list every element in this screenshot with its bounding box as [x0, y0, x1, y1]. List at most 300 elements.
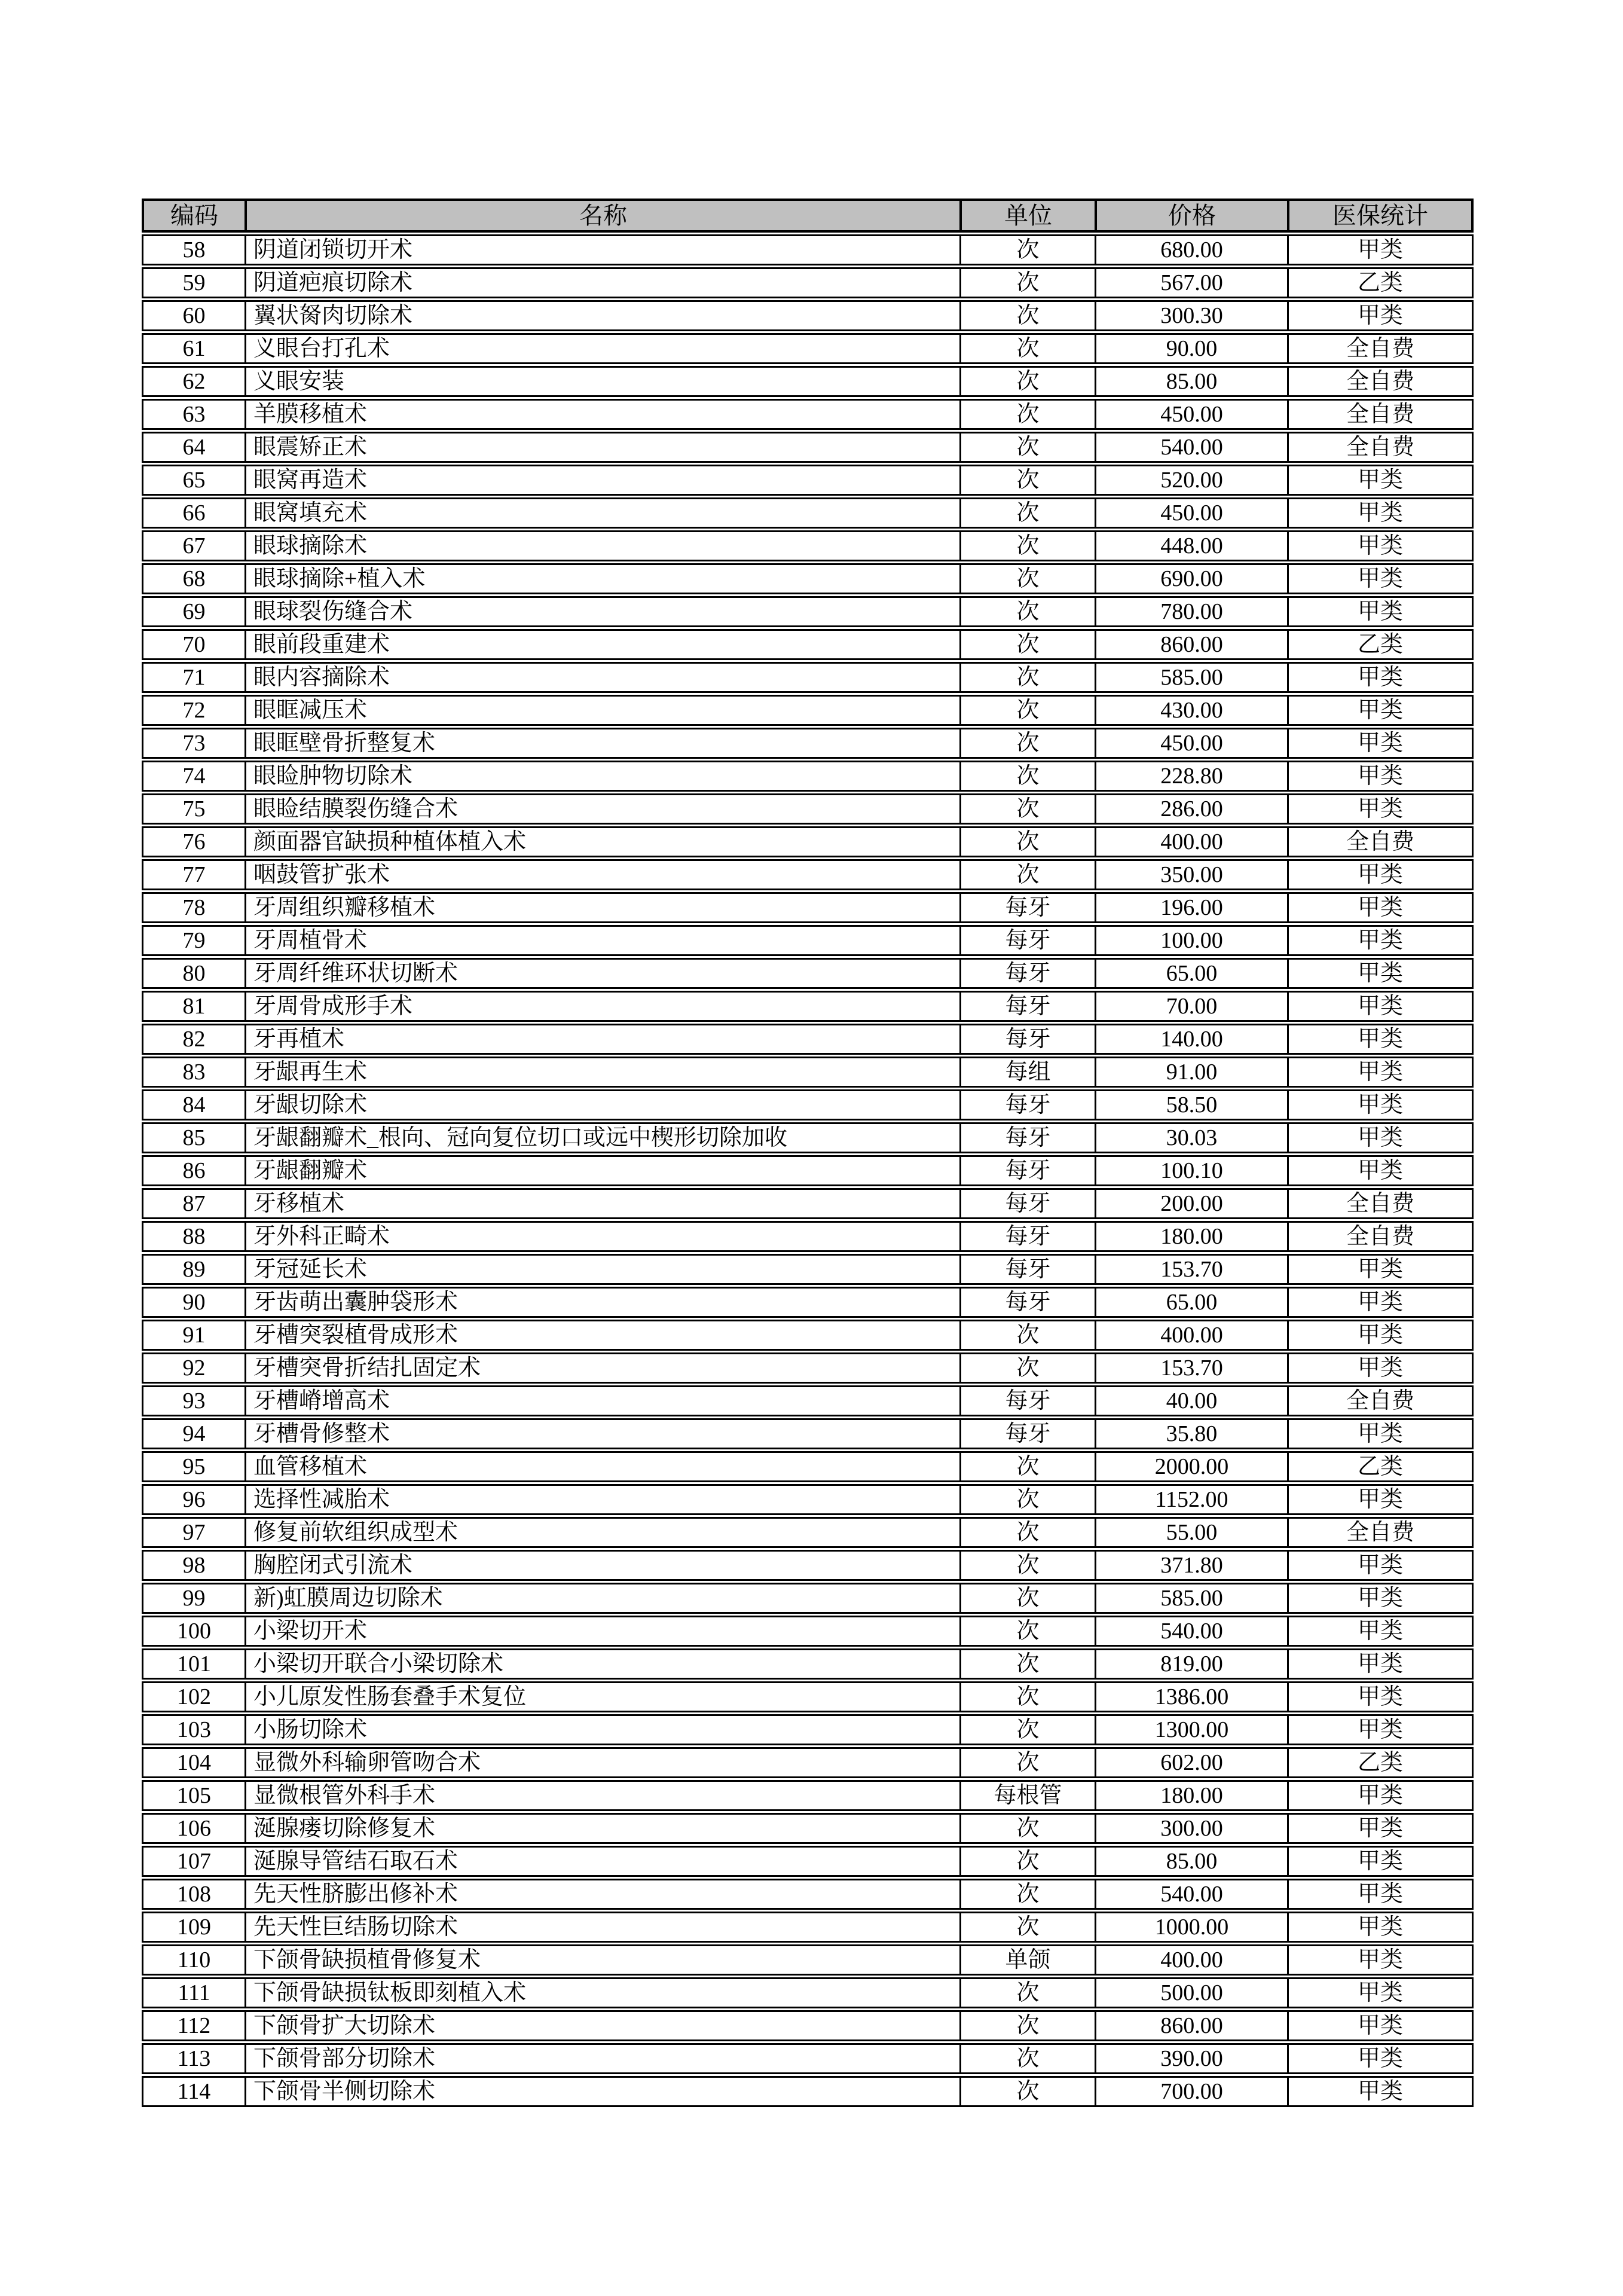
table-row [142, 1681, 1474, 1712]
cell-insurance: 甲类 [1287, 892, 1474, 923]
table-row [142, 1024, 1474, 1055]
cell-name: 颜面器官缺损种植体植入术 [244, 826, 959, 857]
cell-name: 牙齿萌出囊肿袋形术 [244, 1287, 959, 1318]
table-row [142, 2010, 1474, 2041]
cell-insurance: 甲类 [1287, 859, 1474, 890]
cell-code: 112 [142, 2010, 244, 2041]
cell-name: 牙槽骨修整术 [244, 1418, 959, 1449]
cell-name: 下颌骨扩大切除术 [244, 2010, 959, 2041]
cell-insurance: 甲类 [1287, 1418, 1474, 1449]
table-row [142, 991, 1474, 1022]
cell-unit: 次 [959, 1813, 1095, 1844]
cell-code: 85 [142, 1122, 244, 1153]
cell-code: 91 [142, 1320, 244, 1351]
table-row [142, 1944, 1474, 1976]
table-row [142, 1122, 1474, 1153]
cell-insurance: 甲类 [1287, 1813, 1474, 1844]
table-row [142, 1418, 1474, 1449]
cell-unit: 次 [959, 1648, 1095, 1680]
cell-price: 153.70 [1095, 1254, 1287, 1285]
cell-unit: 次 [959, 1320, 1095, 1351]
cell-price: 70.00 [1095, 991, 1287, 1022]
cell-insurance: 甲类 [1287, 1155, 1474, 1186]
cell-unit: 每牙 [959, 892, 1095, 923]
cell-code: 86 [142, 1155, 244, 1186]
table-row [142, 1254, 1474, 1285]
cell-code: 104 [142, 1747, 244, 1778]
cell-code: 98 [142, 1550, 244, 1581]
cell-insurance: 甲类 [1287, 1681, 1474, 1712]
table-row [142, 1648, 1474, 1680]
cell-name: 新)虹膜周边切除术 [244, 1583, 959, 1614]
cell-name: 眼球摘除+植入术 [244, 563, 959, 594]
header-price: 价格 [1095, 199, 1287, 233]
cell-insurance: 甲类 [1287, 530, 1474, 561]
table-row [142, 1813, 1474, 1844]
cell-code: 60 [142, 300, 244, 331]
cell-unit: 次 [959, 1517, 1095, 1548]
cell-price: 450.00 [1095, 497, 1287, 529]
cell-unit: 每牙 [959, 1221, 1095, 1252]
table-row [142, 432, 1474, 463]
cell-name: 羊膜移植术 [244, 399, 959, 430]
cell-code: 75 [142, 793, 244, 825]
cell-unit: 次 [959, 1912, 1095, 1943]
cell-price: 228.80 [1095, 761, 1287, 792]
cell-insurance: 乙类 [1287, 267, 1474, 298]
cell-name: 义眼台打孔术 [244, 333, 959, 364]
cell-name: 下颌骨部分切除术 [244, 2043, 959, 2074]
cell-code: 100 [142, 1616, 244, 1647]
cell-price: 300.00 [1095, 1813, 1287, 1844]
cell-unit: 每牙 [959, 925, 1095, 956]
cell-name: 阴道闭锁切开术 [244, 234, 959, 265]
cell-name: 胸腔闭式引流术 [244, 1550, 959, 1581]
cell-unit: 次 [959, 234, 1095, 265]
cell-name: 下颌骨缺损植骨修复术 [244, 1944, 959, 1976]
cell-unit: 次 [959, 267, 1095, 298]
cell-price: 180.00 [1095, 1780, 1287, 1811]
cell-name: 牙龈切除术 [244, 1089, 959, 1120]
cell-code: 69 [142, 596, 244, 627]
table-row [142, 1385, 1474, 1416]
header-insurance: 医保统计 [1287, 199, 1474, 233]
cell-name: 牙移植术 [244, 1188, 959, 1219]
cell-code: 95 [142, 1451, 244, 1482]
cell-name: 阴道疤痕切除术 [244, 267, 959, 298]
cell-code: 84 [142, 1089, 244, 1120]
cell-name: 牙周纤维环状切断术 [244, 958, 959, 989]
cell-price: 200.00 [1095, 1188, 1287, 1219]
cell-insurance: 甲类 [1287, 1912, 1474, 1943]
cell-unit: 次 [959, 1879, 1095, 1910]
cell-unit: 次 [959, 432, 1095, 463]
cell-unit: 每牙 [959, 1155, 1095, 1186]
cell-price: 58.50 [1095, 1089, 1287, 1120]
cell-name: 眼眶壁骨折整复术 [244, 728, 959, 759]
cell-name: 牙龈再生术 [244, 1057, 959, 1088]
cell-insurance: 全自费 [1287, 333, 1474, 364]
cell-name: 眼窝填充术 [244, 497, 959, 529]
table-row [142, 2076, 1474, 2107]
cell-name: 显微外科输卵管吻合术 [244, 1747, 959, 1778]
cell-code: 68 [142, 563, 244, 594]
cell-insurance: 甲类 [1287, 1287, 1474, 1318]
cell-name: 义眼安装 [244, 366, 959, 397]
cell-unit: 次 [959, 366, 1095, 397]
cell-unit: 次 [959, 1681, 1095, 1712]
cell-code: 79 [142, 925, 244, 956]
cell-insurance: 全自费 [1287, 399, 1474, 430]
cell-name: 小梁切开术 [244, 1616, 959, 1647]
table-row [142, 629, 1474, 660]
cell-name: 牙槽突骨折结扎固定术 [244, 1352, 959, 1384]
cell-code: 65 [142, 465, 244, 496]
cell-code: 67 [142, 530, 244, 561]
table-row [142, 2043, 1474, 2074]
cell-price: 180.00 [1095, 1221, 1287, 1252]
cell-price: 196.00 [1095, 892, 1287, 923]
cell-name: 牙周组织瓣移植术 [244, 892, 959, 923]
cell-unit: 次 [959, 530, 1095, 561]
cell-unit: 次 [959, 1451, 1095, 1482]
cell-price: 680.00 [1095, 234, 1287, 265]
cell-code: 72 [142, 695, 244, 726]
cell-code: 74 [142, 761, 244, 792]
cell-insurance: 甲类 [1287, 2043, 1474, 2074]
cell-code: 113 [142, 2043, 244, 2074]
cell-name: 血管移植术 [244, 1451, 959, 1482]
cell-insurance: 甲类 [1287, 925, 1474, 956]
cell-name: 牙外科正畸术 [244, 1221, 959, 1252]
table-row [142, 1221, 1474, 1252]
cell-code: 80 [142, 958, 244, 989]
cell-unit: 次 [959, 1352, 1095, 1384]
cell-unit: 每根管 [959, 1780, 1095, 1811]
cell-insurance: 甲类 [1287, 1057, 1474, 1088]
cell-code: 73 [142, 728, 244, 759]
cell-name: 牙龈翻瓣术 [244, 1155, 959, 1186]
cell-code: 83 [142, 1057, 244, 1088]
cell-insurance: 甲类 [1287, 234, 1474, 265]
cell-price: 819.00 [1095, 1648, 1287, 1680]
cell-price: 65.00 [1095, 958, 1287, 989]
cell-unit: 每牙 [959, 1418, 1095, 1449]
cell-name: 牙再植术 [244, 1024, 959, 1055]
cell-name: 牙槽突裂植骨成形术 [244, 1320, 959, 1351]
cell-unit: 每牙 [959, 1024, 1095, 1055]
cell-unit: 次 [959, 563, 1095, 594]
table-row [142, 1517, 1474, 1548]
table-row [142, 1352, 1474, 1384]
table-row [142, 793, 1474, 825]
cell-price: 85.00 [1095, 366, 1287, 397]
cell-price: 140.00 [1095, 1024, 1287, 1055]
cell-price: 90.00 [1095, 333, 1287, 364]
cell-insurance: 甲类 [1287, 465, 1474, 496]
cell-price: 780.00 [1095, 596, 1287, 627]
cell-insurance: 乙类 [1287, 629, 1474, 660]
cell-code: 99 [142, 1583, 244, 1614]
cell-insurance: 甲类 [1287, 1944, 1474, 1976]
cell-code: 114 [142, 2076, 244, 2107]
cell-price: 602.00 [1095, 1747, 1287, 1778]
cell-unit: 次 [959, 2010, 1095, 2041]
header-unit: 单位 [959, 199, 1095, 233]
cell-insurance: 甲类 [1287, 596, 1474, 627]
table-row [142, 596, 1474, 627]
cell-price: 500.00 [1095, 1977, 1287, 2008]
cell-unit: 次 [959, 2043, 1095, 2074]
cell-price: 400.00 [1095, 1944, 1287, 1976]
cell-insurance: 甲类 [1287, 793, 1474, 825]
table-row [142, 1089, 1474, 1120]
cell-code: 94 [142, 1418, 244, 1449]
cell-name: 先天性巨结肠切除术 [244, 1912, 959, 1943]
cell-code: 96 [142, 1484, 244, 1515]
cell-unit: 每牙 [959, 1254, 1095, 1285]
cell-name: 下颌骨半侧切除术 [244, 2076, 959, 2107]
cell-price: 690.00 [1095, 563, 1287, 594]
cell-price: 540.00 [1095, 1879, 1287, 1910]
cell-price: 1300.00 [1095, 1714, 1287, 1745]
cell-code: 103 [142, 1714, 244, 1745]
cell-name: 眼震矫正术 [244, 432, 959, 463]
cell-price: 700.00 [1095, 2076, 1287, 2107]
table-row [142, 366, 1474, 397]
table-row [142, 761, 1474, 792]
cell-unit: 次 [959, 728, 1095, 759]
cell-code: 108 [142, 1879, 244, 1910]
cell-insurance: 全自费 [1287, 366, 1474, 397]
cell-unit: 次 [959, 662, 1095, 693]
table-row [142, 1714, 1474, 1745]
cell-insurance: 甲类 [1287, 1254, 1474, 1285]
cell-code: 110 [142, 1944, 244, 1976]
table-row [142, 1188, 1474, 1219]
cell-unit: 每牙 [959, 958, 1095, 989]
cell-insurance: 甲类 [1287, 662, 1474, 693]
table-row [142, 333, 1474, 364]
cell-price: 91.00 [1095, 1057, 1287, 1088]
cell-price: 1152.00 [1095, 1484, 1287, 1515]
cell-code: 63 [142, 399, 244, 430]
cell-name: 牙冠延长术 [244, 1254, 959, 1285]
cell-code: 71 [142, 662, 244, 693]
cell-name: 眼内容摘除术 [244, 662, 959, 693]
cell-price: 85.00 [1095, 1846, 1287, 1877]
cell-name: 修复前软组织成型术 [244, 1517, 959, 1548]
table-row [142, 728, 1474, 759]
cell-insurance: 甲类 [1287, 1714, 1474, 1745]
cell-insurance: 甲类 [1287, 958, 1474, 989]
cell-code: 82 [142, 1024, 244, 1055]
cell-code: 78 [142, 892, 244, 923]
cell-price: 40.00 [1095, 1385, 1287, 1416]
cell-insurance: 甲类 [1287, 1352, 1474, 1384]
cell-code: 87 [142, 1188, 244, 1219]
cell-price: 860.00 [1095, 629, 1287, 660]
cell-price: 860.00 [1095, 2010, 1287, 2041]
cell-unit: 次 [959, 826, 1095, 857]
cell-code: 90 [142, 1287, 244, 1318]
cell-code: 88 [142, 1221, 244, 1252]
cell-insurance: 甲类 [1287, 728, 1474, 759]
cell-insurance: 全自费 [1287, 826, 1474, 857]
cell-unit: 每牙 [959, 1089, 1095, 1120]
cell-insurance: 全自费 [1287, 1221, 1474, 1252]
table-row [142, 695, 1474, 726]
cell-price: 350.00 [1095, 859, 1287, 890]
cell-name: 先天性脐膨出修补术 [244, 1879, 959, 1910]
cell-unit: 单颌 [959, 1944, 1095, 1976]
cell-insurance: 全自费 [1287, 1385, 1474, 1416]
cell-insurance: 甲类 [1287, 1024, 1474, 1055]
cell-unit: 次 [959, 629, 1095, 660]
cell-price: 567.00 [1095, 267, 1287, 298]
cell-unit: 次 [959, 695, 1095, 726]
cell-code: 76 [142, 826, 244, 857]
cell-insurance: 全自费 [1287, 1188, 1474, 1219]
cell-unit: 每组 [959, 1057, 1095, 1088]
cell-code: 59 [142, 267, 244, 298]
cell-unit: 次 [959, 399, 1095, 430]
cell-unit: 每牙 [959, 991, 1095, 1022]
table-row [142, 300, 1474, 331]
cell-insurance: 甲类 [1287, 1583, 1474, 1614]
table-row [142, 1057, 1474, 1088]
cell-name: 小儿原发性肠套叠手术复位 [244, 1681, 959, 1712]
cell-price: 540.00 [1095, 1616, 1287, 1647]
cell-unit: 次 [959, 596, 1095, 627]
cell-name: 牙龈翻瓣术_根向、冠向复位切口或远中楔形切除加收 [244, 1122, 959, 1153]
table-row [142, 1879, 1474, 1910]
table-row [142, 662, 1474, 693]
cell-insurance: 甲类 [1287, 1846, 1474, 1877]
table-row [142, 1583, 1474, 1614]
cell-insurance: 甲类 [1287, 300, 1474, 331]
cell-code: 93 [142, 1385, 244, 1416]
cell-insurance: 甲类 [1287, 1089, 1474, 1120]
table-row [142, 1912, 1474, 1943]
cell-insurance: 甲类 [1287, 1122, 1474, 1153]
cell-name: 牙周骨成形手术 [244, 991, 959, 1022]
cell-code: 107 [142, 1846, 244, 1877]
cell-price: 300.30 [1095, 300, 1287, 331]
cell-price: 520.00 [1095, 465, 1287, 496]
cell-insurance: 甲类 [1287, 1484, 1474, 1515]
cell-insurance: 甲类 [1287, 1879, 1474, 1910]
cell-name: 眼球裂伤缝合术 [244, 596, 959, 627]
cell-price: 1000.00 [1095, 1912, 1287, 1943]
cell-code: 64 [142, 432, 244, 463]
cell-insurance: 乙类 [1287, 1451, 1474, 1482]
cell-insurance: 甲类 [1287, 1977, 1474, 2008]
cell-insurance: 甲类 [1287, 1616, 1474, 1647]
cell-code: 109 [142, 1912, 244, 1943]
cell-unit: 次 [959, 2076, 1095, 2107]
cell-name: 下颌骨缺损钛板即刻植入术 [244, 1977, 959, 2008]
cell-code: 111 [142, 1977, 244, 2008]
cell-name: 咽鼓管扩张术 [244, 859, 959, 890]
cell-unit: 次 [959, 1846, 1095, 1877]
cell-insurance: 乙类 [1287, 1747, 1474, 1778]
cell-unit: 次 [959, 859, 1095, 890]
table-row [142, 1155, 1474, 1186]
table-row [142, 892, 1474, 923]
cell-code: 97 [142, 1517, 244, 1548]
table-row [142, 1977, 1474, 2008]
cell-name: 涎腺瘘切除修复术 [244, 1813, 959, 1844]
cell-unit: 次 [959, 1583, 1095, 1614]
table-row [142, 859, 1474, 890]
cell-price: 540.00 [1095, 432, 1287, 463]
table-header-row [142, 199, 1474, 233]
table-row [142, 1846, 1474, 1877]
cell-price: 286.00 [1095, 793, 1287, 825]
header-name: 名称 [244, 199, 959, 233]
cell-price: 100.00 [1095, 925, 1287, 956]
cell-price: 448.00 [1095, 530, 1287, 561]
cell-insurance: 甲类 [1287, 2076, 1474, 2107]
cell-name: 眼窝再造术 [244, 465, 959, 496]
cell-code: 101 [142, 1648, 244, 1680]
cell-price: 371.80 [1095, 1550, 1287, 1581]
cell-price: 450.00 [1095, 728, 1287, 759]
cell-unit: 次 [959, 300, 1095, 331]
cell-unit: 次 [959, 465, 1095, 496]
cell-price: 55.00 [1095, 1517, 1287, 1548]
cell-code: 106 [142, 1813, 244, 1844]
cell-insurance: 甲类 [1287, 695, 1474, 726]
cell-name: 眼睑结膜裂伤缝合术 [244, 793, 959, 825]
table-row [142, 530, 1474, 561]
cell-code: 61 [142, 333, 244, 364]
cell-unit: 次 [959, 1747, 1095, 1778]
cell-insurance: 甲类 [1287, 761, 1474, 792]
cell-name: 小梁切开联合小梁切除术 [244, 1648, 959, 1680]
cell-price: 390.00 [1095, 2043, 1287, 2074]
table-row [142, 267, 1474, 298]
cell-unit: 每牙 [959, 1188, 1095, 1219]
cell-price: 585.00 [1095, 1583, 1287, 1614]
cell-unit: 次 [959, 1714, 1095, 1745]
table-row [142, 1780, 1474, 1811]
cell-name: 牙周植骨术 [244, 925, 959, 956]
table-body [142, 234, 1474, 2107]
cell-unit: 次 [959, 1550, 1095, 1581]
cell-name: 眼睑肿物切除术 [244, 761, 959, 792]
cell-name: 牙槽嵴增高术 [244, 1385, 959, 1416]
cell-unit: 次 [959, 1616, 1095, 1647]
table-row [142, 826, 1474, 857]
cell-price: 35.80 [1095, 1418, 1287, 1449]
cell-price: 450.00 [1095, 399, 1287, 430]
cell-code: 58 [142, 234, 244, 265]
table-row [142, 563, 1474, 594]
cell-name: 涎腺导管结石取石术 [244, 1846, 959, 1877]
cell-name: 眼球摘除术 [244, 530, 959, 561]
cell-code: 66 [142, 497, 244, 529]
cell-code: 105 [142, 1780, 244, 1811]
cell-insurance: 甲类 [1287, 1648, 1474, 1680]
cell-unit: 每牙 [959, 1287, 1095, 1318]
cell-code: 70 [142, 629, 244, 660]
table-row [142, 1484, 1474, 1515]
cell-code: 81 [142, 991, 244, 1022]
cell-unit: 次 [959, 497, 1095, 529]
cell-code: 102 [142, 1681, 244, 1712]
